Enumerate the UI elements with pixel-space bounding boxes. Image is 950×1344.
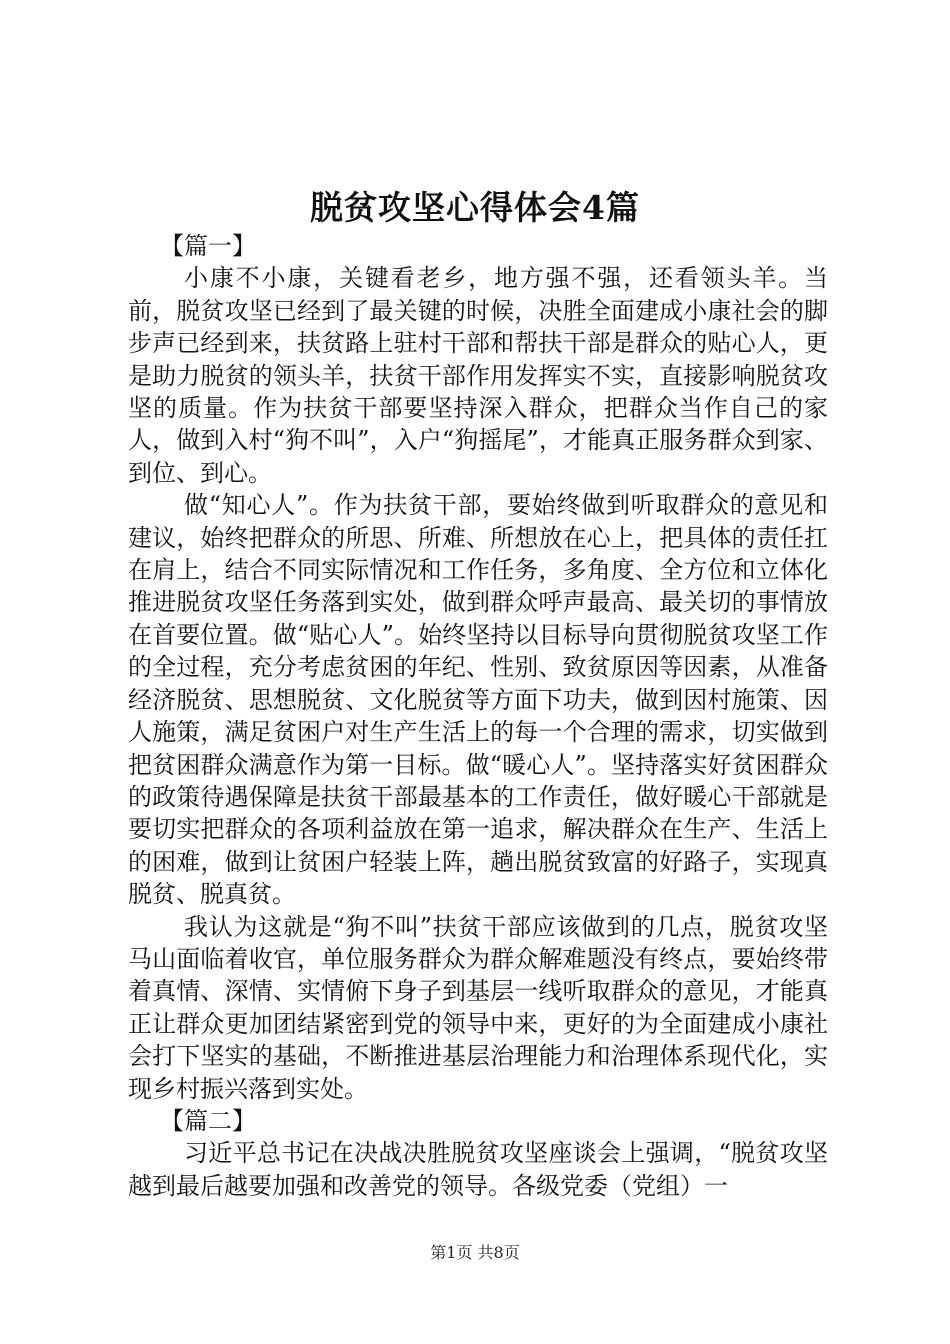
document-title: 脱贫攻坚心得体会4篇 xyxy=(310,188,640,227)
paragraph: 我认为这就是“狗不叫”扶贫干部应该做到的几点，脱贫攻坚马山面临着收官，单位服务群众为群众解难题没有终点，要始终带着真情、深情、实情俯下身子到基层一线听取群众的意见，才能真正让群众更加团结紧密到党的领导中来，更好的为全面建成小康社会打下坚实的基础，不断推进基层治理能力和治理体系现代化，实现乡村振兴落到实处。 xyxy=(128,912,828,1103)
paragraph: 小康不小康，关键看老乡，地方强不强，还看领头羊。当前，脱贫攻坚已经到了最关键的时候，决胜全面建成小康社会的脚步声已经到来，扶贫路上驻村干部和帮扶干部是群众的贴心人，更是助力脱贫的领头羊，扶贫干部作用发挥实不实，直接影响脱贫攻坚的质量。作为扶贫干部要坚持深入群众，把群众当作自己的家人，做到入村“狗不叫”，入户“狗摇尾”，才能真正服务群众到家、到位、到心。 xyxy=(128,264,828,487)
paragraph: 习近平总书记在决战决胜脱贫攻坚座谈会上强调，“脱贫攻坚越到最后越要加强和改善党的领导。各级党委（党组）一 xyxy=(128,1139,828,1200)
paragraph: 做“知心人”。作为扶贫干部，要始终做到听取群众的意见和建议，始终把群众的所思、所难、所想放在心上，把具体的责任扛在肩上，结合不同实际情况和工作任务，多角度、全方位和立体化推进脱贫攻坚任务落到实处，做到群众呼声最高、最关切的事情放在首要位置。做“贴心人”。始终坚持以目标导向贯彻脱贫攻坚工作的全过程，充分考虑贫困的年纪、性别、致贫原因等因素，从准备经济脱贫、思想脱贫、文化脱贫等方面下功夫，做到因村施策、因人施策，满足贫困户对生产生活上的每一个合理的需求，切实做到把贫困群众满意作为第一目标。做“暖心人”。坚持落实好贫困群众的政策待遇保障是扶贫干部最基本的工作责任，做好暖心干部就是要切实把群众的各项利益放在第一追求，解决群众在生产、生活上的困难，做到让贫困户轻装上阵，趟出脱贫致富的好路子，实现真脱贫、脱真贫。 xyxy=(128,491,828,909)
section-heading-2: 【篇二】 xyxy=(160,1106,256,1135)
section-heading-1: 【篇一】 xyxy=(160,232,256,260)
document-body xyxy=(128,230,828,1202)
page-footer: 第1页 共8页 xyxy=(430,1243,520,1262)
